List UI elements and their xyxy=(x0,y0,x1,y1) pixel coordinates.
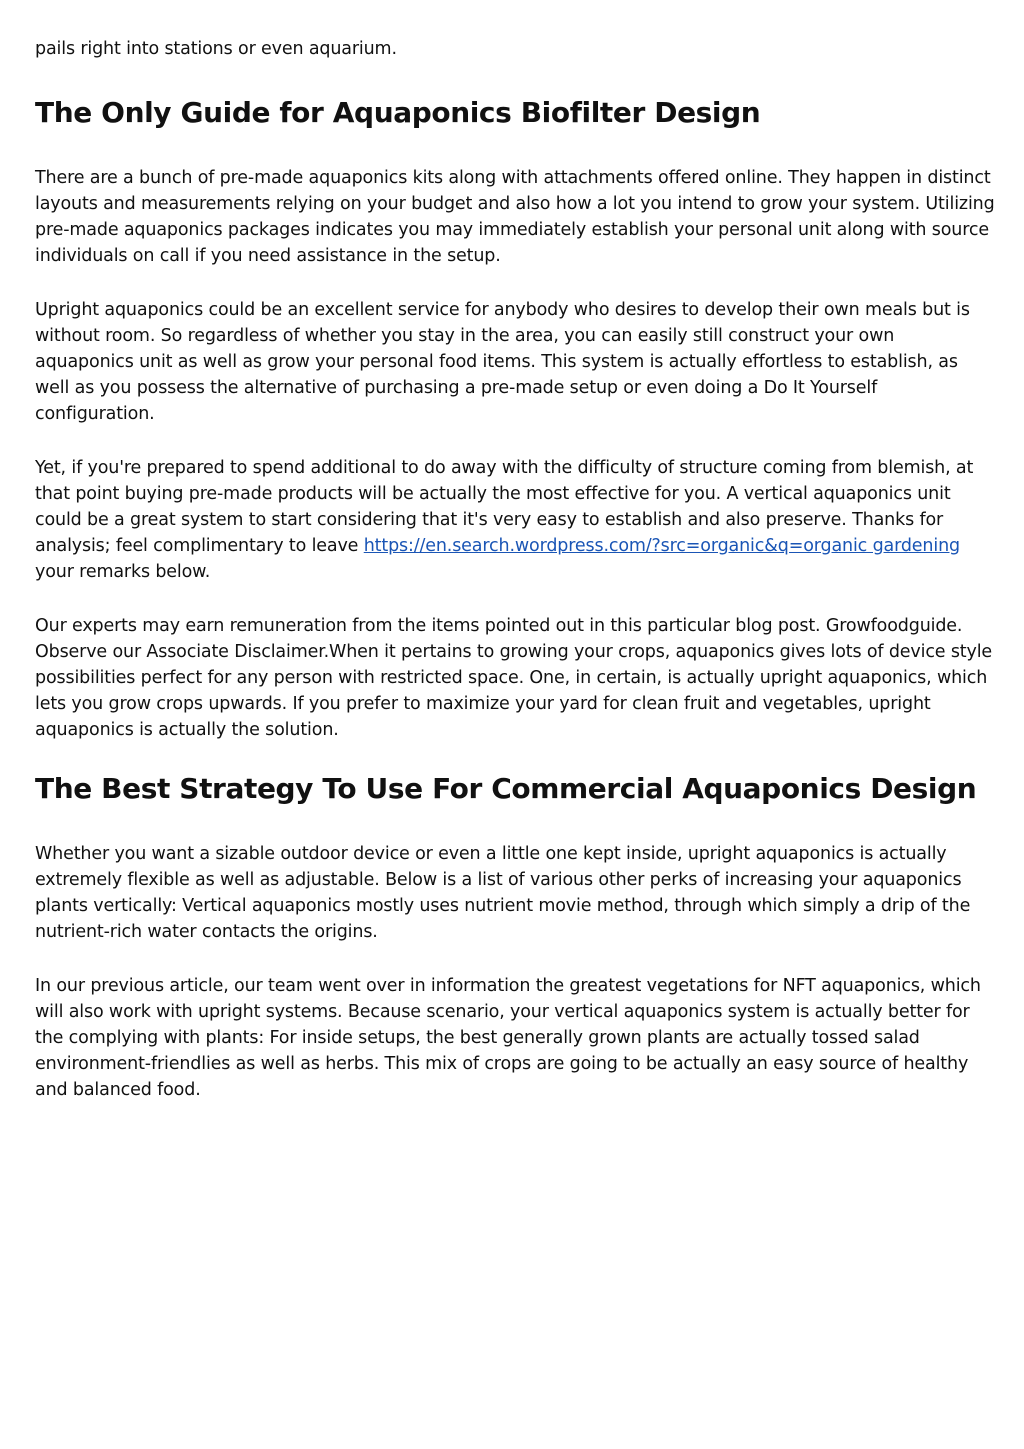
paragraph-nft-vegetations: In our previous article, our team went over in information the greatest vegetations for NFT aquaponics, which will also work with upright systems. Because scenario, your vertical aquaponics system is actually better for the complying with plants: For inside setups, the best generally grown plants are actually tossed salad environment-friendlies as well as herbs. This mix of crops are going to be actually an easy source of healthy and balanced food. xyxy=(35,976,981,1100)
section-heading-commercial: The Best Strategy To Use For Commercial Aquaponics Design xyxy=(35,772,977,805)
link-paragraph-before: Yet, if you're prepared to spend additional to do away with the difficulty of structure coming from blemish, at that point buying pre-made products will be actually the most effective for you. A vertical aquaponics unit could be a great system to start considering that it's very easy to establish and also preserve. Thanks for analysis; feel complimentary to leave xyxy=(35,458,974,556)
paragraph-premade-kits: There are a bunch of pre-made aquaponics kits along with attachments offered online. They happen in distinct layouts and measurements relying on your budget and also how a lot you intend to grow your system. Utilizing pre-made aquaponics packages indicates you may immediately establish your personal unit along with source individuals on call if you need assistance in the setup. xyxy=(35,168,995,266)
paragraph-disclaimer: Our experts may earn remuneration from the items pointed out in this particular blog post. Growfoodguide. Observe our Associate Disclaimer.When it pertains to growing your crops, aquaponics gives lots of device style possibilities perfect for any person with restricted space. One, in certain, is actually upright aquaponics, which lets you grow crops upwards. If you prefer to maximize your yard for clean fruit and vegetables, upright aquaponics is actually the solution. xyxy=(35,616,993,740)
article-page xyxy=(35,36,995,1131)
wordpress-search-link[interactable]: https://en.search.wordpress.com/?src=organic&q=organic gardening xyxy=(363,536,960,556)
paragraph-outdoor-device: Whether you want a sizable outdoor device or even a little one kept inside, upright aquaponics is actually extremely flexible as well as adjustable. Below is a list of various other perks of increasing your aquaponics plants vertically: Vertical aquaponics mostly uses nutrient movie method, through which simply a drip of the nutrient-rich water contacts the origins. xyxy=(35,844,971,942)
section-heading-biofilter: The Only Guide for Aquaponics Biofilter Design xyxy=(35,96,761,129)
paragraph-upright-aquaponics: Upright aquaponics could be an excellent service for anybody who desires to develop their own meals but is without room. So regardless of whether you stay in the area, you can easily still construct your own aquaponics unit as well as grow your personal food items. This system is actually effortless to establish, as well as you possess the alternative of purchasing a pre-made setup or even doing a Do It Yourself configuration. xyxy=(35,300,970,424)
link-paragraph-after: your remarks below. xyxy=(35,562,211,582)
intro-fragment: pails right into stations or even aquarium. xyxy=(35,39,397,59)
paragraph-with-link xyxy=(35,455,995,585)
